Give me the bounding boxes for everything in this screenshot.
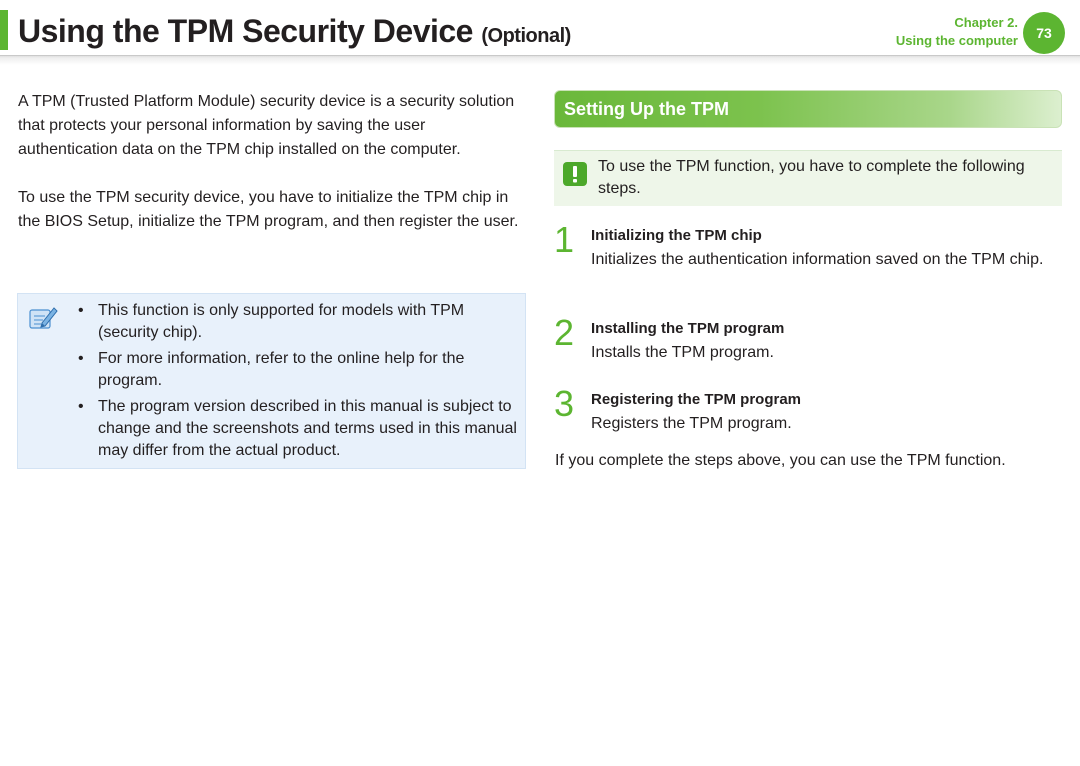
header-divider xyxy=(0,55,1080,56)
page-number-badge: 73 xyxy=(1023,12,1065,54)
step-number: 1 xyxy=(554,219,575,260)
chapter-label xyxy=(896,14,1018,50)
exclamation-icon xyxy=(562,161,588,187)
note-item-text: The program version described in this manual is subject to change and the screenshots and terms used in this manual may differ from the actual product. xyxy=(98,398,517,459)
intro-paragraph: To use the TPM security device, you have to initialize the TPM chip in the BIOS Setup, initialize the TPM program, and then register the user. xyxy=(18,189,519,230)
closing-text: If you complete the steps above, you can use the TPM function. xyxy=(555,452,1006,469)
note-item xyxy=(78,300,517,344)
section-header xyxy=(554,90,1062,128)
note-item xyxy=(78,348,517,392)
page-title-text: Using the TPM Security Device xyxy=(18,13,473,49)
header-divider-shadow xyxy=(0,55,1080,65)
alert-text: To use the TPM function, you have to complete the following steps. xyxy=(598,158,1025,197)
note-pencil-icon xyxy=(28,304,58,332)
bullet: • xyxy=(78,350,84,367)
page-title xyxy=(18,10,571,57)
note-box xyxy=(17,293,526,469)
chapter-number: Chapter 2. xyxy=(954,15,1018,30)
step-title: Initializing the TPM chip xyxy=(591,227,762,244)
step-number: 3 xyxy=(554,383,575,424)
note-list xyxy=(78,300,517,466)
bullet: • xyxy=(78,398,84,415)
step-description: Installs the TPM program. xyxy=(591,344,774,361)
step-description: Initializes the authentication information saved on the TPM chip. xyxy=(591,251,1044,268)
section-title: Setting Up the TPM xyxy=(564,99,729,119)
step-description: Registers the TPM program. xyxy=(591,415,792,432)
step-number: 2 xyxy=(554,312,575,353)
note-item-text: For more information, refer to the online help for the program. xyxy=(98,350,465,389)
step-title: Installing the TPM program xyxy=(591,320,785,337)
step-title: Registering the TPM program xyxy=(591,391,802,408)
alert-box xyxy=(554,150,1062,206)
title-accent-bar xyxy=(0,10,8,50)
note-item-text: This function is only supported for models with TPM (security chip). xyxy=(98,302,465,341)
chapter-name: Using the computer xyxy=(895,33,1018,48)
page-title-optional: (Optional) xyxy=(481,25,571,47)
bullet: • xyxy=(78,302,84,319)
note-item xyxy=(78,396,517,462)
intro-paragraph: A TPM (Trusted Platform Module) security device is a security solution that protects your personal information by saving the user authentication data on the TPM chip installed on the computer. xyxy=(18,93,515,158)
